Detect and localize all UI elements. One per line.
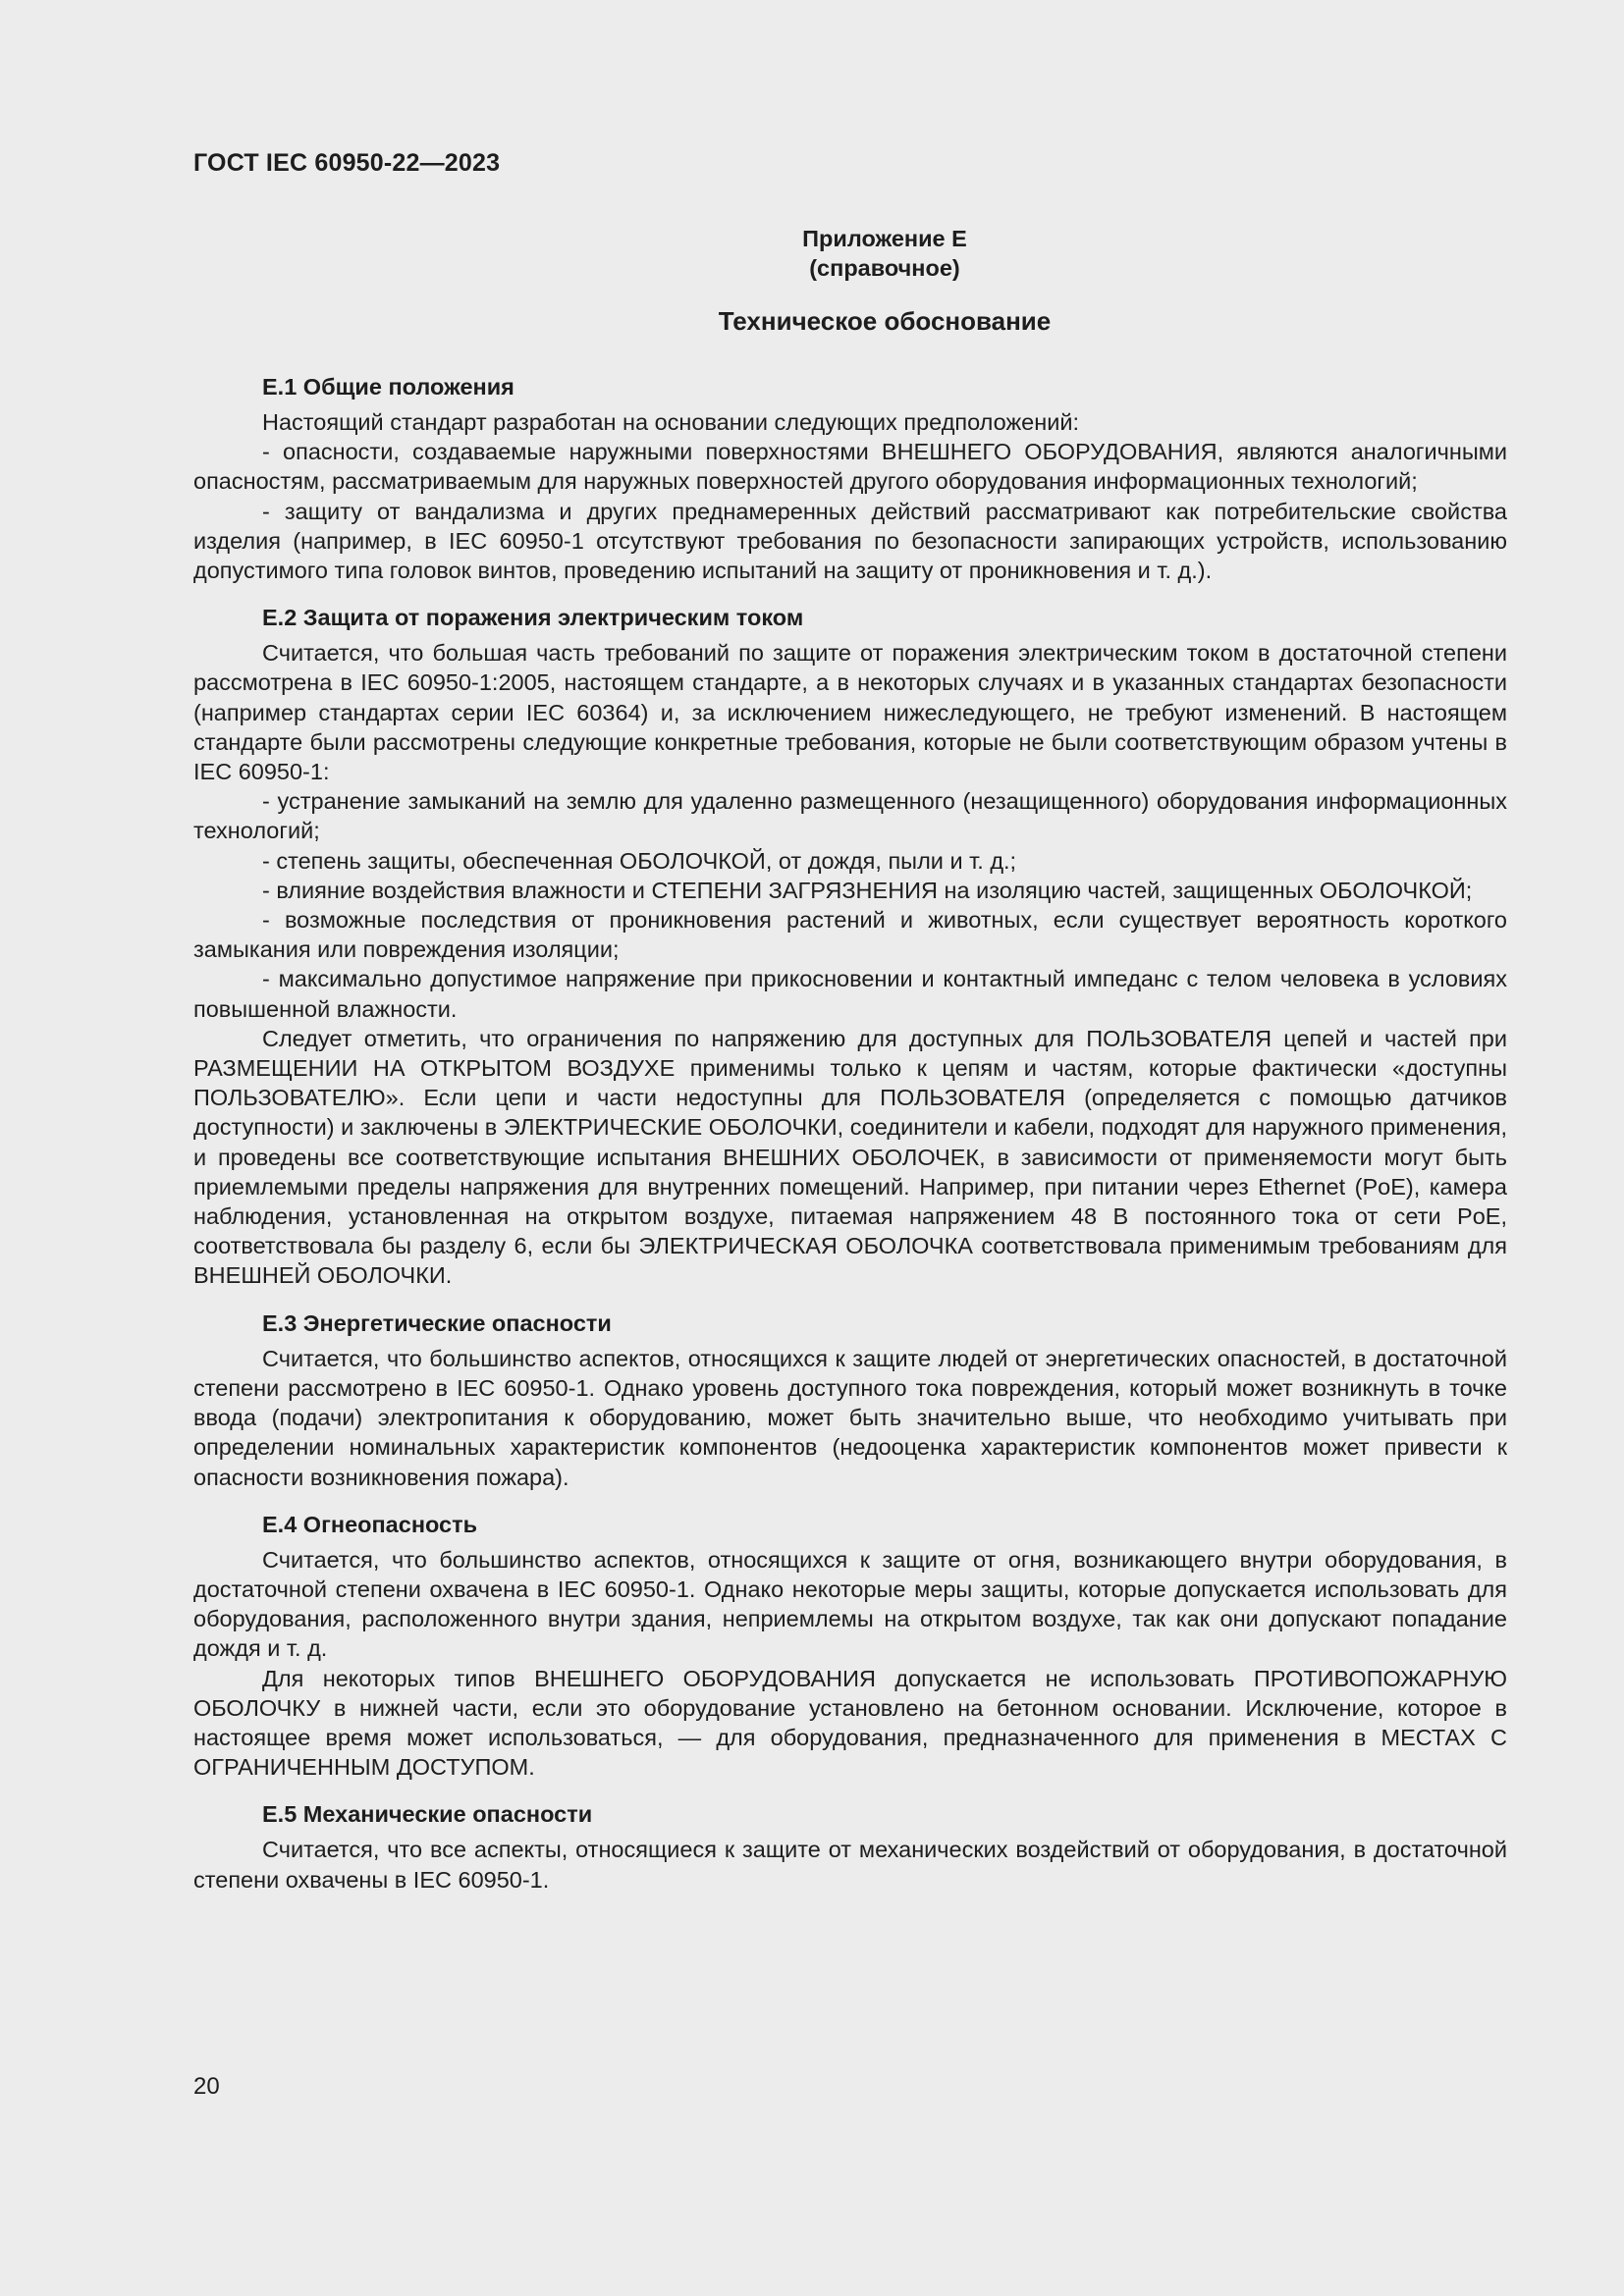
section-e1 [193, 372, 1507, 585]
list-item: - опасности, создаваемые наружными поверхностями ВНЕШНЕГО ОБОРУДОВАНИЯ, являются аналогичными опасностям, рассматриваемым для наружных поверхностей другого оборудования информационных технологий; [193, 439, 1507, 495]
appendix-label: Приложение Е [802, 226, 967, 251]
list-item: - защиту от вандализма и других преднамеренных действий рассматривают как потребительские свойства изделия (например, в IEC 60950-1 отсутствуют требования по безопасности запирающих устройств, использованию допустимого типа головок винтов, проведению испытаний на защиту от проникновения и т. д.). [193, 498, 1507, 584]
document-code: ГОСТ IEC 60950-22—2023 [193, 149, 501, 177]
section-e4 [193, 1510, 1507, 1783]
section-e3 [193, 1308, 1507, 1492]
paragraph: Считается, что большинство аспектов, относящихся к защите людей от энергетических опасностей, в достаточной степени рассмотрено в IEC 60950-1. Однако уровень доступного тока повреждения, который может возникнуть в точке ввода (подачи) электропитания к оборудованию, может быть значительно выше, что необходимо учитывать при определении номинальных характеристик компонентов (недооценка характеристик компонентов может привести к опасности возникновения пожара). [193, 1345, 1507, 1490]
section-heading: Е.2 Защита от поражения электрическим током [262, 605, 804, 631]
list-item: - влияние воздействия влажности и СТЕПЕНИ ЗАГРЯЗНЕНИЯ на изоляцию частей, защищенных ОБОЛОЧКОЙ; [262, 877, 1473, 903]
section-heading: Е.3 Энергетические опасности [262, 1309, 612, 1336]
paragraph: Считается, что все аспекты, относящиеся к защите от механических воздействий от оборудования, в достаточной степени охвачены в IEC 60950-1. [193, 1837, 1507, 1893]
paragraph: Считается, что большая часть требований по защите от поражения электрическим током в достаточной степени рассмотрена в IEC 60950-1:2005, настоящем стандарте, а в некоторых случаях и в указанных стандартах безопасности (например стандартах серии IEC 60364) и, за исключением нижеследующего, не требуют изменений. В настоящем стандарте были рассмотрены следующие конкретные требования, которые не были соответствующим образом учтены в IEC 60950-1: [193, 640, 1507, 785]
paragraph: Следует отметить, что ограничения по напряжению для доступных для ПОЛЬЗОВАТЕЛЯ цепей и частей при РАЗМЕЩЕНИИ НА ОТКРЫТОМ ВОЗДУХЕ применимы только к цепям и частям, которые фактически «доступны ПОЛЬЗОВАТЕЛЮ». Если цепи и части недоступны для ПОЛЬЗОВАТЕЛЯ (определяется с помощью датчиков доступности) и заключены в ЭЛЕКТРИЧЕСКИЕ ОБОЛОЧКИ, соединители и кабели, подходят для наружного применения, и проведены все соответствующие испытания ВНЕШНИХ ОБОЛОЧЕК, в зависимости от применяемости могут быть приемлемыми пределы напряжения для внутренних помещений. Например, при питании через Ethernet (PoE), камера наблюдения, установленная на открытом воздухе, питаемая напряжением 48 В постоянного тока от сети PoE, соответствовала бы разделу 6, если бы ЭЛЕКТРИЧЕСКАЯ ОБОЛОЧКА соответствовала применимым требованиям для ВНЕШНЕЙ ОБОЛОЧКИ. [193, 1025, 1507, 1289]
list-item: - устранение замыканий на землю для удаленно размещенного (незащищенного) оборудования информационных технологий; [193, 788, 1507, 844]
appendix-type: (справочное) [809, 255, 960, 281]
list-item: - степень защиты, обеспеченная ОБОЛОЧКОЙ, от дождя, пыли и т. д.; [262, 847, 1017, 874]
paragraph: Для некоторых типов ВНЕШНЕГО ОБОРУДОВАНИЯ допускается не использовать ПРОТИВОПОЖАРНУЮ ОБОЛОЧКУ в нижней части, если это оборудование установлено на бетонном основании. Исключение, которое в настоящее время может использоваться, — для оборудования, предназначенного для применения в МЕСТАХ С ОГРАНИЧЕННЫМ ДОСТУПОМ. [193, 1665, 1507, 1781]
section-heading: Е.5 Механические опасности [262, 1801, 593, 1828]
section-heading: Е.1 Общие положения [262, 374, 514, 400]
list-item: - возможные последствия от проникновения растений и животных, если существует вероятность короткого замыкания или повреждения изоляции; [193, 907, 1507, 963]
list-item: - максимально допустимое напряжение при прикосновении и контактный импеданс с телом человека в условиях повышенной влажности. [193, 966, 1507, 1022]
page-content [193, 224, 1507, 1895]
paragraph: Настоящий стандарт разработан на основании следующих предположений: [262, 409, 1080, 435]
section-heading: Е.4 Огнеопасность [262, 1511, 478, 1537]
paragraph: Считается, что большинство аспектов, относящихся к защите от огня, возникающего внутри оборудования, в достаточной степени охвачена в IEC 60950-1. Однако некоторые меры защиты, которые допускается использовать для оборудования, расположенного внутри здания, неприемлемы на открытом воздухе, так как они допускают попадание дождя и т. д. [193, 1546, 1507, 1662]
page-number: 20 [193, 2073, 220, 2100]
section-e5 [193, 1799, 1507, 1894]
page-title: Техническое обоснование [718, 306, 1052, 336]
section-e2 [193, 603, 1507, 1290]
